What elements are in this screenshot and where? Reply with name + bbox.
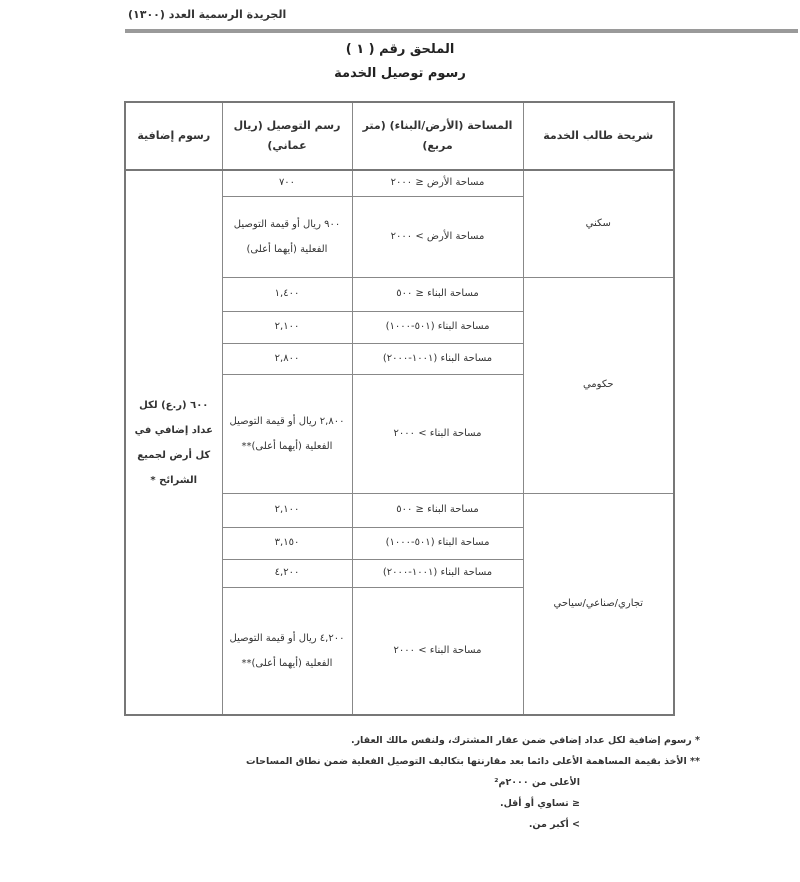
area-cell: مساحة البناء (١٠٠١-٢٠٠٠): [352, 559, 523, 587]
fee-cell: ٤,٢٠٠: [222, 559, 352, 587]
area-cell: مساحة الأرض > ٢٠٠٠: [352, 196, 523, 277]
fee-cell: ٢,١٠٠: [222, 493, 352, 527]
area-cell: مساحة البناء (٥٠١-١٠٠٠): [352, 311, 523, 343]
fee-cell: ٤,٢٠٠ ريال أو قيمة التوصيل الفعلية (أيهما أعلى)**: [222, 587, 352, 715]
fee-cell: ٣,١٥٠: [222, 527, 352, 559]
area-cell: مساحة البناء ≤ ٥٠٠: [352, 493, 523, 527]
header-rule: [125, 29, 798, 33]
extra-fees-cell: ٦٠٠ (ر.ع) لكل عداد إضافي في كل أرض لجميع الشرائح *: [125, 170, 222, 715]
area-cell: مساحة البناء (١٠٠١-٢٠٠٠): [352, 343, 523, 374]
table-row: [125, 170, 674, 196]
footnote-single-star: * رسوم إضافية لكل عداد إضافي ضمن عقار المشترك، ولنفس مالك العقار.: [350, 735, 700, 746]
legend-less-or-equal: ≤ تساوي أو أقل.: [499, 798, 580, 809]
fee-cell: ٢,١٠٠: [222, 311, 352, 343]
legend-greater-than: > أكبر من.: [528, 819, 580, 830]
column-header-category: شريحة طالب الخدمة: [523, 102, 674, 170]
category-governmental: حكومي: [523, 277, 674, 493]
column-header-fee: رسم التوصيل (ريال عماني): [222, 102, 352, 170]
footnote-double-star: ** الأخذ بقيمة المساهمة الأعلى دائما بعد مقارنتها بتكاليف التوصيل الفعلية ضمن نطاق المساحات: [246, 756, 700, 767]
column-header-extra-fees: رسوم إضافية: [125, 102, 222, 170]
annex-title: الملحق رقم ( ١ ): [345, 42, 455, 57]
fee-cell: ٢,٨٠٠ ريال أو قيمة التوصيل الفعلية (أيهما أعلى)**: [222, 374, 352, 493]
table-header-row: [125, 102, 674, 170]
area-cell: مساحة البناء > ٢٠٠٠: [352, 374, 523, 493]
running-head: الجريدة الرسمية العدد (١٣٠٠): [128, 8, 287, 21]
category-commercial: تجاري/صناعي/سياحي: [523, 493, 674, 715]
area-cell: مساحة البناء ≤ ٥٠٠: [352, 277, 523, 311]
column-header-area: المساحة (الأرض/البناء) (متر مربع): [352, 102, 523, 170]
fee-cell: ٢,٨٠٠: [222, 343, 352, 374]
fee-cell: ٧٠٠: [222, 170, 352, 196]
area-cell: مساحة البناء > ٢٠٠٠: [352, 587, 523, 715]
document-title: رسوم توصيل الخدمة: [334, 66, 466, 81]
fee-cell: ١,٤٠٠: [222, 277, 352, 311]
area-cell: مساحة البناء (٥٠١-١٠٠٠): [352, 527, 523, 559]
footnote-double-star-continued: الأعلى من ٢٠٠٠م²: [494, 777, 580, 788]
area-cell: مساحة الأرض ≤ ٢٠٠٠: [352, 170, 523, 196]
footnotes: [100, 730, 700, 835]
category-residential: سكني: [523, 170, 674, 277]
connection-fees-table: [124, 101, 675, 716]
fee-cell: ٩٠٠ ريال أو قيمة التوصيل الفعلية (أيهما أعلى): [222, 196, 352, 277]
